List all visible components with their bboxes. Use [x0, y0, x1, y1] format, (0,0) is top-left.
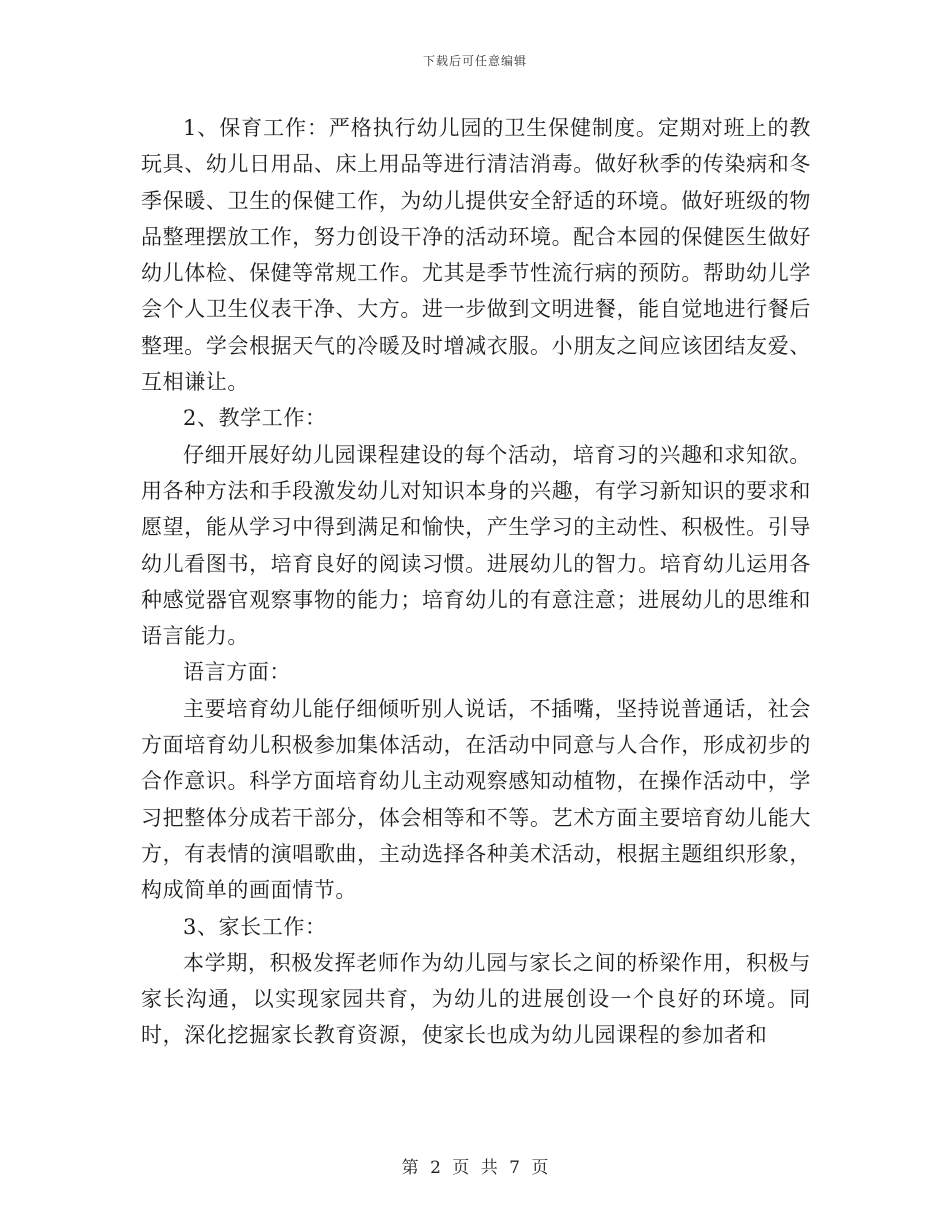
paragraph-language: 主要培育幼儿能仔细倾听别人说话，不插嘴，坚持说普通话，社会方面培育幼儿积极参加集体活动，在活动中同意与人合作，形成初步的合作意识。科学方面培育幼儿主动观察感知动植物，在操作活动中，学习把整体分成若干部分，体会相等和不等。艺术方面主要培育幼儿能大方，有表情的演唱歌曲，主动选择各种美术活动，根据主题组织形象，构成简单的画面情节。	[141, 696, 811, 903]
heading-language: 语言方面：	[183, 660, 291, 685]
paragraph-parent-work: 本学期，积极发挥老师作为幼儿园与家长之间的桥梁作用，积极与家长沟通，以实现家园共育，为幼儿的进展创设一个良好的环境。同时，深化挖掘家长教育资源，使家长也成为幼儿园课程的参加者和	[141, 950, 811, 1048]
page-header: 下载后可任意编辑	[422, 54, 527, 68]
paragraph-care-work: 1、保育工作：严格执行幼儿园的卫生保健制度。定期对班上的教玩具、幼儿日用品、床上用品等进行清洁消毒。做好秋季的传染病和冬季保暖、卫生的保健工作，为幼儿提供安全舒适的环境。做好班级的物品整理摆放工作，努力创设干净的活动环境。配合本园的保健医生做好幼儿体检、保健等常规工作。尤其是季节性流行病的预防。帮助幼儿学会个人卫生仪表干净、大方。进一步做到文明进餐，能自觉地进行餐后整理。学会根据天气的冷暖及时增减衣服。小朋友之间应该团结友爱、互相谦让。	[141, 116, 811, 395]
page-number: 第 2 页 共 7 页	[401, 1158, 549, 1178]
heading-teaching-work: 2、教学工作：	[183, 406, 327, 431]
paragraph-teaching-work: 仔细开展好幼儿园课程建设的每个活动，培育习的兴趣和求知欲。用各种方法和手段激发幼儿对知识本身的兴趣，有学习新知识的要求和愿望，能从学习中得到满足和愉快，产生学习的主动性、积极性。引导幼儿看图书，培育良好的阅读习惯。进展幼儿的智力。培育幼儿运用各种感觉器官观察事物的能力；培育幼儿的有意注意；进展幼儿的思维和语言能力。	[141, 442, 811, 649]
heading-parent-work: 3、家长工作：	[183, 914, 327, 939]
document-body	[141, 110, 811, 1054]
